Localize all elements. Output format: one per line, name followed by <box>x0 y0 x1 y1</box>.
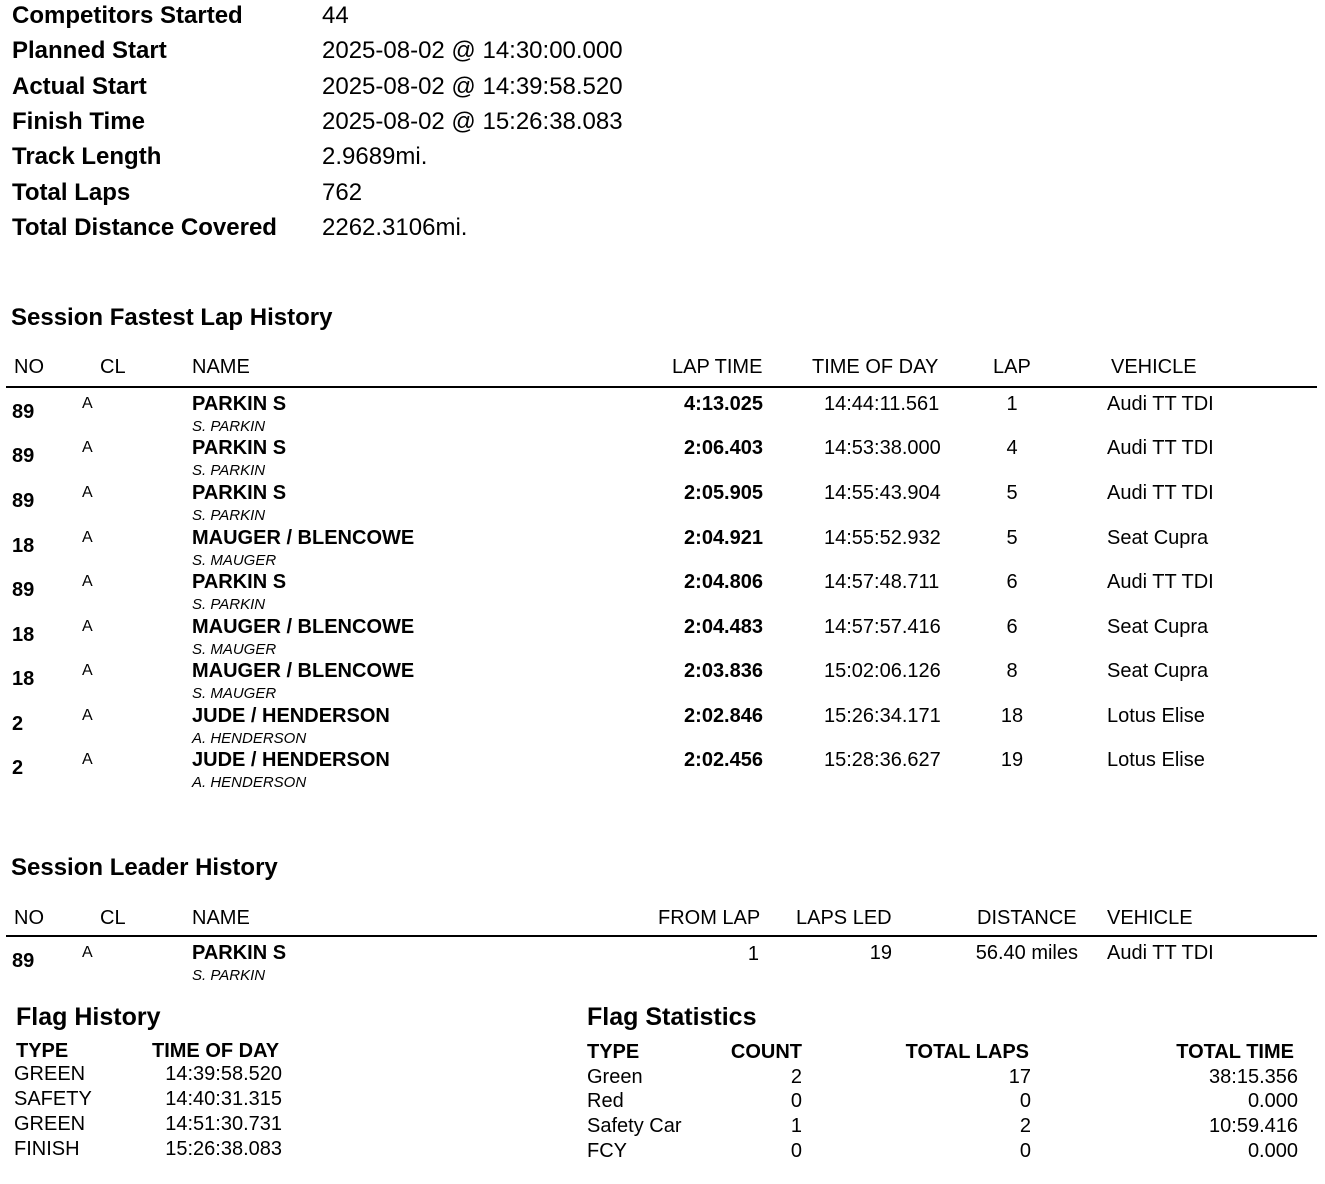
lap-time: 2:05.905 <box>684 482 763 504</box>
header-divider <box>6 935 1317 937</box>
summary-value: 2025-08-02 @ 14:30:00.000 <box>322 37 623 64</box>
header-name: NAME <box>192 907 250 929</box>
header-type: TYPE <box>587 1041 640 1063</box>
car-number: 2 <box>12 757 24 779</box>
fastest-lap-title: Session Fastest Lap History <box>11 304 333 331</box>
time-of-day: 14:53:38.000 <box>824 437 941 459</box>
table-row <box>0 942 1325 986</box>
flag-time: 15:26:38.083 <box>165 1138 282 1160</box>
car-class: A <box>82 439 93 456</box>
table-row <box>0 393 1325 437</box>
car-class: A <box>82 484 93 501</box>
flag-stat-total-laps: 0 <box>1019 1140 1031 1162</box>
table-row <box>0 571 1325 615</box>
header-time-of-day: TIME OF DAY <box>152 1040 280 1062</box>
table-row <box>0 437 1325 481</box>
team-name: PARKIN S <box>192 482 287 504</box>
car-number: 89 <box>12 445 35 467</box>
vehicle: Audi TT TDI <box>1107 393 1214 415</box>
car-number: 89 <box>12 490 35 512</box>
table-row <box>0 482 1325 526</box>
flag-type: SAFETY <box>14 1088 92 1110</box>
team-name: JUDE / HENDERSON <box>192 749 390 771</box>
summary-value: 44 <box>322 2 349 29</box>
summary-value: 2262.3106mi. <box>322 214 468 241</box>
time-of-day: 14:55:43.904 <box>824 482 941 504</box>
car-class: A <box>82 618 93 635</box>
header-laps-led: LAPS LED <box>796 907 892 929</box>
summary-label: Track Length <box>12 143 162 170</box>
summary-label: Planned Start <box>12 37 167 64</box>
header-lap: LAP <box>993 356 1031 378</box>
time-of-day: 15:26:34.171 <box>824 705 941 727</box>
header-count: COUNT <box>730 1041 802 1063</box>
header-no: NO <box>14 356 44 378</box>
header-vehicle: VEHICLE <box>1111 356 1197 378</box>
header-total-time: TOTAL TIME <box>1176 1041 1294 1063</box>
driver-name: S. PARKIN <box>192 967 266 984</box>
summary-label: Competitors Started <box>12 2 243 29</box>
summary-label: Actual Start <box>12 73 147 100</box>
laps-led: 19 <box>869 942 892 964</box>
lap-time: 2:02.846 <box>684 705 763 727</box>
lap-time: 2:04.483 <box>684 616 763 638</box>
car-number: 2 <box>12 713 24 735</box>
header-divider <box>6 386 1317 388</box>
flag-stat-total-time: 0.000 <box>1247 1090 1298 1112</box>
header-time-of-day: TIME OF DAY <box>812 356 939 378</box>
car-number: 89 <box>12 401 35 423</box>
flag-history-title: Flag History <box>16 1003 161 1031</box>
time-of-day: 14:57:48.711 <box>824 571 940 593</box>
table-row <box>0 616 1325 660</box>
lap-number: 1 <box>1006 393 1018 415</box>
summary-value: 2025-08-02 @ 14:39:58.520 <box>322 73 623 100</box>
driver-name: S. MAUGER <box>192 641 277 658</box>
team-name: PARKIN S <box>192 437 287 459</box>
vehicle: Lotus Elise <box>1107 705 1205 727</box>
flag-time: 14:40:31.315 <box>165 1088 282 1110</box>
time-of-day: 14:44:11.561 <box>824 393 940 415</box>
car-class: A <box>82 944 93 961</box>
header-vehicle: VEHICLE <box>1107 907 1193 929</box>
flag-stat-total-laps: 0 <box>1019 1090 1031 1112</box>
vehicle: Lotus Elise <box>1107 749 1205 771</box>
summary-value: 2025-08-02 @ 15:26:38.083 <box>322 108 623 135</box>
flag-time: 14:51:30.731 <box>165 1113 282 1135</box>
car-class: A <box>82 707 93 724</box>
team-name: MAUGER / BLENCOWE <box>192 660 415 682</box>
driver-name: S. MAUGER <box>192 552 277 569</box>
table-row <box>0 749 1325 793</box>
header-from-lap: FROM LAP <box>658 907 761 929</box>
header-no: NO <box>14 907 44 929</box>
flag-stat-type: Green <box>587 1066 643 1088</box>
team-name: PARKIN S <box>192 393 287 415</box>
table-row <box>0 660 1325 704</box>
header-type: TYPE <box>16 1040 69 1062</box>
header-distance: DISTANCE <box>977 907 1077 929</box>
car-number: 18 <box>12 535 35 557</box>
lap-number: 6 <box>1006 616 1018 638</box>
driver-name: S. PARKIN <box>192 418 266 435</box>
lap-time: 4:13.025 <box>684 393 763 415</box>
flag-stat-type: Red <box>587 1090 624 1112</box>
from-lap: 1 <box>747 943 759 965</box>
car-number: 89 <box>12 579 35 601</box>
team-name: MAUGER / BLENCOWE <box>192 616 415 638</box>
summary-label: Finish Time <box>12 108 145 135</box>
table-row <box>0 705 1325 749</box>
header-total-laps: TOTAL LAPS <box>905 1041 1029 1063</box>
flag-stat-type: Safety Car <box>587 1115 682 1137</box>
lap-time: 2:04.806 <box>684 571 763 593</box>
flag-type: GREEN <box>14 1063 86 1085</box>
flag-stat-total-time: 38:15.356 <box>1209 1066 1298 1088</box>
car-class: A <box>82 751 93 768</box>
team-name: JUDE / HENDERSON <box>192 705 390 727</box>
flag-stat-type: FCY <box>587 1140 627 1162</box>
lap-number: 19 <box>1000 749 1024 771</box>
header-lap-time: LAP TIME <box>672 356 763 378</box>
driver-name: S. PARKIN <box>192 596 266 613</box>
vehicle: Seat Cupra <box>1107 616 1209 638</box>
lap-number: 6 <box>1006 571 1018 593</box>
summary-label: Total Laps <box>12 179 131 206</box>
flag-stat-count: 2 <box>790 1066 802 1088</box>
team-name: MAUGER / BLENCOWE <box>192 527 415 549</box>
flag-stat-total-laps: 2 <box>1019 1115 1031 1137</box>
vehicle: Audi TT TDI <box>1107 571 1214 593</box>
lap-number: 5 <box>1006 527 1018 549</box>
driver-name: A. HENDERSON <box>192 730 307 747</box>
lap-number: 18 <box>1000 705 1024 727</box>
table-row <box>0 527 1325 571</box>
lap-time: 2:06.403 <box>684 437 763 459</box>
car-class: A <box>82 529 93 546</box>
driver-name: A. HENDERSON <box>192 774 307 791</box>
flag-stat-count: 0 <box>790 1140 802 1162</box>
flag-stat-count: 0 <box>790 1090 802 1112</box>
flag-statistics-title: Flag Statistics <box>587 1003 757 1031</box>
car-class: A <box>82 662 93 679</box>
leader-history-title: Session Leader History <box>11 854 278 881</box>
car-number: 18 <box>12 624 35 646</box>
car-number: 18 <box>12 668 35 690</box>
lap-number: 5 <box>1006 482 1018 504</box>
lap-time: 2:02.456 <box>684 749 763 771</box>
time-of-day: 15:28:36.627 <box>824 749 941 771</box>
flag-stat-total-laps: 17 <box>1008 1066 1031 1088</box>
flag-stat-count: 1 <box>790 1115 802 1137</box>
lap-time: 2:04.921 <box>684 527 763 549</box>
car-class: A <box>82 395 93 412</box>
vehicle: Seat Cupra <box>1107 660 1209 682</box>
driver-name: S. MAUGER <box>192 685 277 702</box>
car-number: 89 <box>12 950 35 972</box>
vehicle: Audi TT TDI <box>1107 482 1214 504</box>
time-of-day: 14:55:52.932 <box>824 527 941 549</box>
lap-time: 2:03.836 <box>684 660 763 682</box>
flag-stat-total-time: 0.000 <box>1247 1140 1298 1162</box>
flag-stat-total-time: 10:59.416 <box>1209 1115 1298 1137</box>
team-name: PARKIN S <box>192 942 287 964</box>
vehicle: Audi TT TDI <box>1107 437 1214 459</box>
flag-type: GREEN <box>14 1113 86 1135</box>
lap-number: 4 <box>1006 437 1018 459</box>
header-cl: CL <box>100 907 126 929</box>
team-name: PARKIN S <box>192 571 287 593</box>
flag-type: FINISH <box>14 1138 80 1160</box>
vehicle: Seat Cupra <box>1107 527 1209 549</box>
header-name: NAME <box>192 356 250 378</box>
driver-name: S. PARKIN <box>192 507 266 524</box>
distance: 56.40 miles <box>975 942 1078 964</box>
header-cl: CL <box>100 356 126 378</box>
summary-value: 2.9689mi. <box>322 143 428 170</box>
lap-number: 8 <box>1006 660 1018 682</box>
car-class: A <box>82 573 93 590</box>
summary-value: 762 <box>322 179 363 206</box>
flag-time: 14:39:58.520 <box>165 1063 282 1085</box>
time-of-day: 14:57:57.416 <box>824 616 941 638</box>
time-of-day: 15:02:06.126 <box>824 660 941 682</box>
summary-label: Total Distance Covered <box>12 214 277 241</box>
driver-name: S. PARKIN <box>192 462 266 479</box>
vehicle: Audi TT TDI <box>1107 942 1214 964</box>
